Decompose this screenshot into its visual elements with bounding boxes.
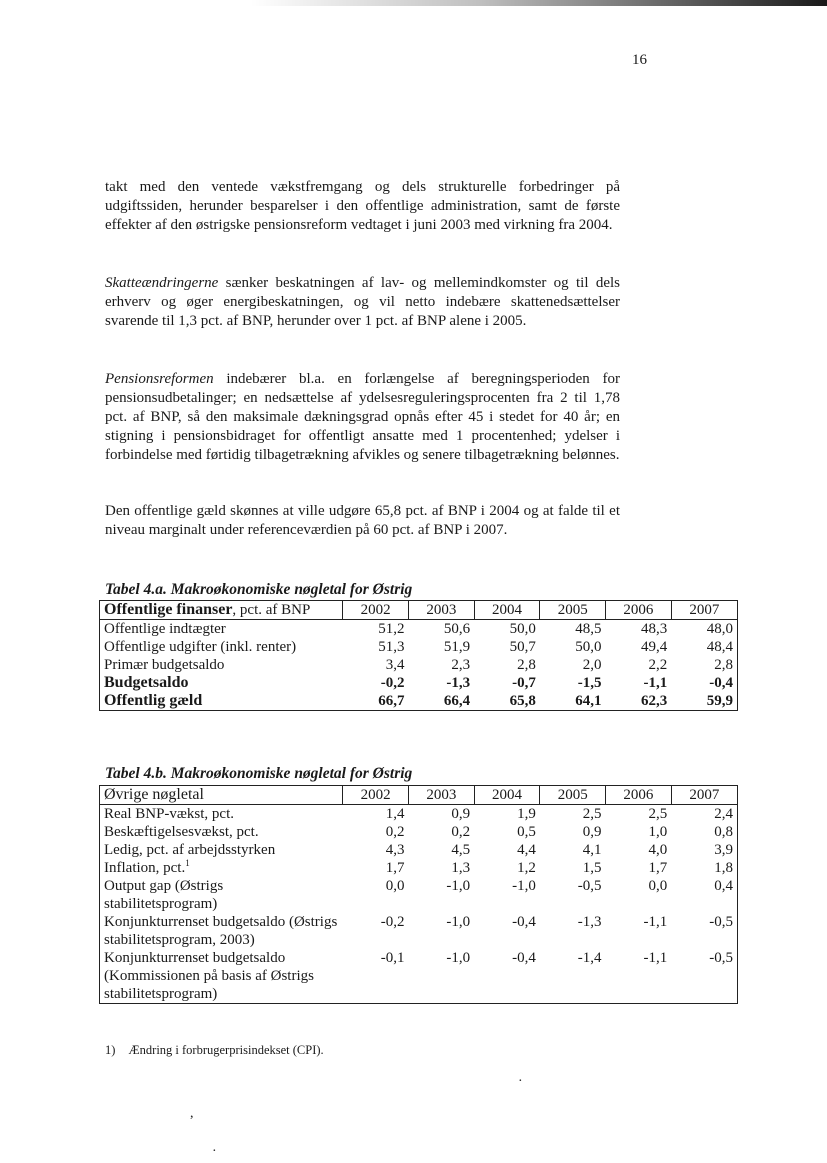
cell-value: 2,5: [582, 806, 602, 822]
cell-value: 48,0: [706, 621, 733, 637]
year-header: 2006: [606, 601, 672, 620]
cell-value: 1,7: [648, 860, 668, 876]
paragraph-lead: Skatteændringerne: [105, 275, 219, 291]
year-header: 2005: [540, 601, 606, 620]
cell-value: 2,4: [714, 806, 733, 822]
cell-value: -0,4: [709, 675, 733, 691]
table-header-row: [100, 786, 738, 805]
table-footnote: [105, 1043, 324, 1058]
cell-value: -1,0: [446, 914, 471, 930]
cell-value: 1,0: [648, 824, 668, 840]
cell-value: 0,9: [582, 824, 602, 840]
cell-value: 0,0: [648, 878, 668, 894]
row-label: Konjunkturrenset budgetsaldo (Kommissionen på basis af Østrigs stabilitetsprogram): [104, 950, 314, 1002]
paragraph-4: [105, 502, 620, 540]
cell-value: 1,7: [385, 860, 405, 876]
cell-value: 50,0: [509, 621, 536, 637]
paragraph-text: takt med den ventede vækstfremgang og dels strukturelle forbedringer på udgiftssiden, herunder besparelser i den offentlige administration, samt de første effekter af den østrigske pensionsreform vedtaget i juni 2003 med virkning fra 2004.: [105, 179, 620, 233]
year-header: 2002: [343, 601, 409, 620]
cell-value: 1,3: [451, 860, 471, 876]
cell-value: 1,2: [517, 860, 536, 876]
year-header: 2005: [540, 786, 606, 805]
table-row: [100, 620, 738, 639]
cell-value: 4,5: [451, 842, 471, 858]
scan-edge-shadow: [250, 0, 827, 6]
cell-value: 50,7: [509, 639, 536, 655]
cell-value: -1,3: [577, 914, 602, 930]
table-row: [100, 859, 738, 877]
cell-value: 50,0: [575, 639, 602, 655]
row-label: Beskæftigelsesvækst, pct.: [104, 824, 259, 840]
cell-value: -0,5: [577, 878, 602, 894]
cell-value: 3,9: [714, 842, 733, 858]
cell-value: 4,4: [517, 842, 536, 858]
scan-speck: ·: [518, 1074, 523, 1089]
cell-value: -1,1: [643, 950, 668, 966]
year-header: 2006: [606, 786, 672, 805]
table-b-body: [100, 805, 738, 1004]
cell-value: 2,8: [714, 657, 733, 673]
cell-value: -0,4: [512, 914, 536, 930]
cell-value: -1,1: [643, 675, 668, 691]
cell-value: 1,5: [582, 860, 602, 876]
cell-value: 2,5: [648, 806, 668, 822]
table-row: [100, 805, 738, 824]
year-header: 2003: [408, 601, 474, 620]
cell-value: 62,3: [640, 693, 668, 709]
table-a: [99, 600, 738, 711]
scan-speck: ,: [190, 1106, 194, 1121]
cell-value: 0,4: [714, 878, 733, 894]
cell-value: 51,9: [443, 639, 471, 655]
paragraph-2: [105, 274, 620, 331]
table-row: [100, 877, 738, 913]
cell-value: 66,7: [378, 693, 405, 709]
row-label: Budgetsaldo: [104, 674, 189, 691]
paragraph-text: indebærer bl.a. en forlængelse af beregningsperioden for pensionsudbetalinger; en nedsættelse af ydelsesreguleringsprocenten fra 2 til 1,78 pct. af BNP, så den maksimale dækningsgrad opnås efter 45 i stedet for 40 år; en stigning i pensionsbidraget for offentligt ansatte med 1 procentenhed; ydelser i forbindelse med førtidig tilbagetrækning afvikles og senere tilbagetrækning belønnes.: [105, 371, 620, 463]
cell-value: 51,2: [378, 621, 405, 637]
cell-value: 48,4: [706, 639, 733, 655]
cell-value: 0,2: [385, 824, 405, 840]
table-header-row: [100, 601, 738, 620]
scan-speck: ·: [212, 1144, 217, 1159]
table-a-body: [100, 620, 738, 711]
table-a-caption: Tabel 4.a. Makroøkonomiske nøgletal for Østrig: [105, 581, 413, 598]
row-label: Offentlige indtægter: [104, 621, 226, 637]
cell-value: 0,8: [714, 824, 733, 840]
year-header: 2003: [408, 786, 474, 805]
cell-value: 3,4: [385, 657, 405, 673]
cell-value: 1,9: [517, 806, 536, 822]
row-label: Konjunkturrenset budgetsaldo (Østrigs stabilitetsprogram, 2003): [104, 914, 338, 948]
paragraph-text: sænker beskatningen af lav- og mellemindkomster og til dels erhverv og øger energibeskatningen, og vil netto indebære skattenedsættelser svarende til 1,3 pct. af BNP, herunder over 1 pct. af BNP alene i 2005.: [105, 275, 620, 329]
paragraph-3: [105, 370, 620, 465]
cell-value: 4,1: [582, 842, 602, 858]
footnote-text: Ændring i forbrugerprisindekset (CPI).: [128, 1043, 324, 1057]
table-row: [100, 949, 738, 1004]
table-b-caption: Tabel 4.b. Makroøkonomiske nøgletal for Østrig: [105, 765, 413, 782]
cell-value: 2,3: [451, 657, 471, 673]
cell-value: 0,2: [451, 824, 471, 840]
row-label: Offentlige udgifter (inkl. renter): [104, 639, 297, 655]
row-label: Output gap (Østrigs stabilitetsprogram): [104, 878, 224, 912]
paragraph-1: [105, 178, 620, 235]
table-row: [100, 674, 738, 692]
year-header: 2007: [689, 602, 720, 618]
cell-value: 48,5: [575, 621, 602, 637]
cell-value: -0,5: [709, 914, 733, 930]
cell-value: 48,3: [640, 621, 668, 637]
cell-value: -1,0: [446, 878, 471, 894]
cell-value: 50,6: [443, 621, 471, 637]
cell-value: -0,2: [380, 914, 405, 930]
year-header: 2004: [474, 786, 540, 805]
cell-value: 59,9: [706, 693, 733, 709]
table-header-label: Øvrige nøgletal: [100, 786, 343, 805]
table-header-label: Offentlige finanser, pct. af BNP: [100, 601, 343, 620]
cell-value: -1,0: [446, 950, 471, 966]
cell-value: -0,5: [709, 950, 733, 966]
table-b: [99, 785, 738, 1004]
cell-value: -1,3: [446, 675, 471, 691]
cell-value: 66,4: [443, 693, 471, 709]
cell-value: -0,1: [380, 950, 405, 966]
table-row: [100, 692, 738, 711]
cell-value: 2,2: [648, 657, 668, 673]
cell-value: 0,0: [385, 878, 405, 894]
cell-value: -0,2: [380, 675, 405, 691]
footnote-ref: 1: [185, 858, 190, 868]
cell-value: 1,8: [714, 860, 733, 876]
footnote-marker: 1): [105, 1043, 116, 1057]
table-row: [100, 913, 738, 949]
cell-value: 51,3: [378, 639, 405, 655]
row-label: Primær budgetsaldo: [104, 657, 225, 673]
cell-value: 65,8: [509, 693, 536, 709]
row-label: Inflation, pct.$^1$: [104, 858, 190, 876]
cell-value: 4,3: [385, 842, 405, 858]
cell-value: 1,4: [385, 806, 405, 822]
table-row: [100, 656, 738, 674]
year-header: 2004: [474, 601, 540, 620]
cell-value: -1,0: [512, 878, 536, 894]
cell-value: -0,4: [512, 950, 536, 966]
cell-value: -0,7: [512, 675, 536, 691]
year-header: 2002: [343, 786, 409, 805]
paragraph-lead: Pensionsreformen: [105, 371, 214, 387]
cell-value: 4,0: [648, 842, 668, 858]
paragraph-text: Den offentlige gæld skønnes at ville udgøre 65,8 pct. af BNP i 2004 og at falde til et niveau marginalt under referenceværdien på 60 pct. af BNP i 2007.: [105, 503, 620, 538]
row-label: Ledig, pct. af arbejdsstyrken: [104, 842, 276, 858]
table-row: [100, 823, 738, 841]
cell-value: -1,5: [577, 675, 602, 691]
cell-value: 2,8: [517, 657, 536, 673]
cell-value: 0,9: [451, 806, 471, 822]
cell-value: 2,0: [582, 657, 602, 673]
row-label: Offentlig gæld: [104, 692, 203, 709]
cell-value: -1,4: [577, 950, 602, 966]
row-label: Real BNP-vækst, pct.: [104, 806, 234, 822]
cell-value: 0,5: [517, 824, 536, 840]
year-header: 2007: [689, 787, 720, 803]
cell-value: 64,1: [575, 693, 602, 709]
table-row: [100, 841, 738, 859]
page-number: 16: [632, 52, 647, 68]
cell-value: 49,4: [640, 639, 668, 655]
table-row: [100, 638, 738, 656]
cell-value: -1,1: [643, 914, 668, 930]
